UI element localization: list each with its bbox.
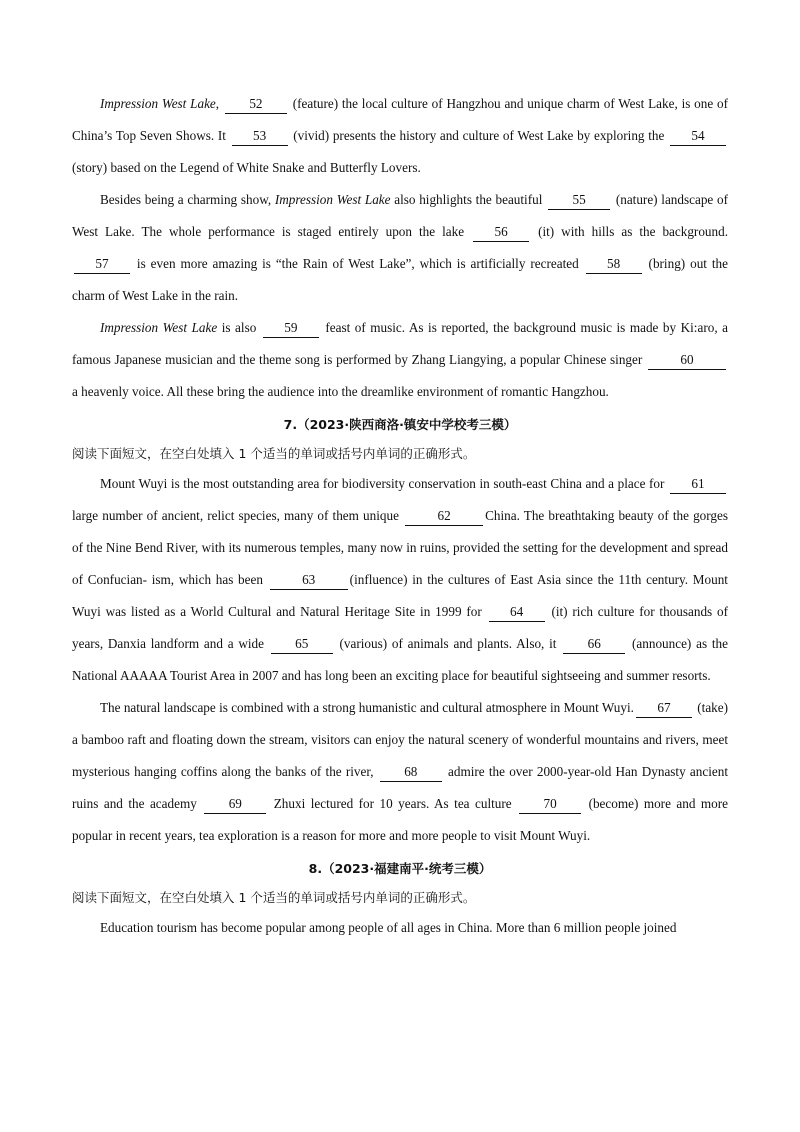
text: (announce) as the National AAAAA Tourist Area in 2007 and has long been an exciting place for beautiful sightseeing and summer resorts. xyxy=(72,636,728,683)
text: is also xyxy=(217,320,261,335)
text: large number of ancient, relict species, many of them unique xyxy=(72,508,404,523)
text: Zhuxi lectured for 10 years. As tea culture xyxy=(268,796,518,811)
text: (it) with hills as the background. xyxy=(531,224,729,239)
text: (bring) out the charm of West Lake in the rain. xyxy=(72,256,728,303)
blank-69[interactable]: 69 xyxy=(204,795,266,814)
text: (influence) in the cultures of East Asia since the 11th century. Mount Wuyi was listed as a World Cultural and Natural Heritage Site in 1999 for xyxy=(72,572,728,619)
text: Education tourism has become popular among people of all ages in China. More than 6 million people joined xyxy=(100,920,677,935)
blank-57[interactable]: 57 xyxy=(74,255,130,274)
blank-67[interactable]: 67 xyxy=(636,699,692,718)
text: also highlights the beautiful xyxy=(390,192,547,207)
section-7-heading: 7.（2023·陕西商洛·镇安中学校考三模） xyxy=(283,417,517,432)
text: (it) rich culture for thousands of years, Danxia landform and a wide xyxy=(72,604,729,651)
text: , xyxy=(215,96,223,111)
text: The natural landscape is combined with a strong humanistic and cultural atmosphere in Mount Wuyi. xyxy=(100,700,634,715)
blank-64[interactable]: 64 xyxy=(489,603,545,622)
text: (feature) the local culture of Hangzhou and unique charm of West Lake, is one of China’s Top Seven Shows. It xyxy=(72,96,729,143)
text: (various) of animals and plants. Also, it xyxy=(334,636,562,651)
text: (vivid) presents the history and culture of West Lake by exploring the xyxy=(289,128,668,143)
blank-63[interactable]: 63 xyxy=(270,571,348,590)
paragraph-west-lake-2 xyxy=(72,184,728,312)
blank-61[interactable]: 61 xyxy=(670,475,726,494)
blank-55[interactable]: 55 xyxy=(548,191,610,210)
paragraph-wuyi-1 xyxy=(72,468,728,692)
blank-54[interactable]: 54 xyxy=(670,127,726,146)
blank-60[interactable]: 60 xyxy=(648,351,726,370)
paragraph-west-lake-3 xyxy=(72,312,728,408)
text: Besides being a charming show, xyxy=(100,192,275,207)
blank-59[interactable]: 59 xyxy=(263,319,319,338)
blank-62[interactable]: 62 xyxy=(405,507,483,526)
blank-52[interactable]: 52 xyxy=(225,95,287,114)
section-8-instruction: 阅读下面短文，在空白处填入 1 个适当的单词或括号内单词的正确形式。 xyxy=(72,890,476,905)
title-italic: Impression West Lake xyxy=(100,96,216,111)
blank-68[interactable]: 68 xyxy=(380,763,442,782)
text: feast of music. As is reported, the background music is made by Ki:aro, a famous Japanese musician and the theme song is performed by Zhang Liangying, a popular Chinese singer xyxy=(72,320,728,367)
section-7-instruction: 阅读下面短文，在空白处填入 1 个适当的单词或括号内单词的正确形式。 xyxy=(72,446,476,461)
text: Mount Wuyi is the most outstanding area for biodiversity conservation in south-east China and a place for xyxy=(100,476,668,491)
blank-66[interactable]: 66 xyxy=(563,635,625,654)
section-8-heading: 8.（2023·福建南平·统考三模） xyxy=(308,861,492,876)
text: (take) a bamboo raft and floating down the stream, visitors can enjoy the natural scenery of wonderful mountains and rivers, meet mysterious hanging coffins along the banks of the river, xyxy=(72,700,729,779)
paragraph-wuyi-2 xyxy=(72,692,728,852)
blank-58[interactable]: 58 xyxy=(586,255,642,274)
paragraph-education-1 xyxy=(72,912,728,944)
blank-65[interactable]: 65 xyxy=(271,635,333,654)
text: China. The breathtaking beauty of the gorges of the Nine Bend River, with its numerous temples, many now in ruins, provided the setting for the development and spread of Confucian- ism, which has been xyxy=(72,508,728,587)
text: admire the over 2000-year-old Han Dynasty ancient ruins and the academy xyxy=(72,764,729,811)
text: (become) more and more popular in recent years, tea exploration is a reason for more and more people to visit Mount Wuyi. xyxy=(72,796,728,843)
document-page xyxy=(72,88,728,944)
blank-53[interactable]: 53 xyxy=(232,127,288,146)
title-italic: Impression West Lake xyxy=(100,320,218,335)
blank-70[interactable]: 70 xyxy=(519,795,581,814)
blank-56[interactable]: 56 xyxy=(473,223,529,242)
text: is even more amazing is “the Rain of West Lake”, which is artificially recreated xyxy=(132,256,584,271)
text: (nature) landscape of West Lake. The whole performance is staged entirely upon the lake xyxy=(72,192,728,239)
text: (story) based on the Legend of White Snake and Butterfly Lovers. xyxy=(72,160,421,175)
paragraph-west-lake-1 xyxy=(72,88,728,184)
title-italic: Impression West Lake xyxy=(274,192,391,207)
text: a heavenly voice. All these bring the audience into the dreamlike environment of romantic Hangzhou. xyxy=(72,384,609,399)
